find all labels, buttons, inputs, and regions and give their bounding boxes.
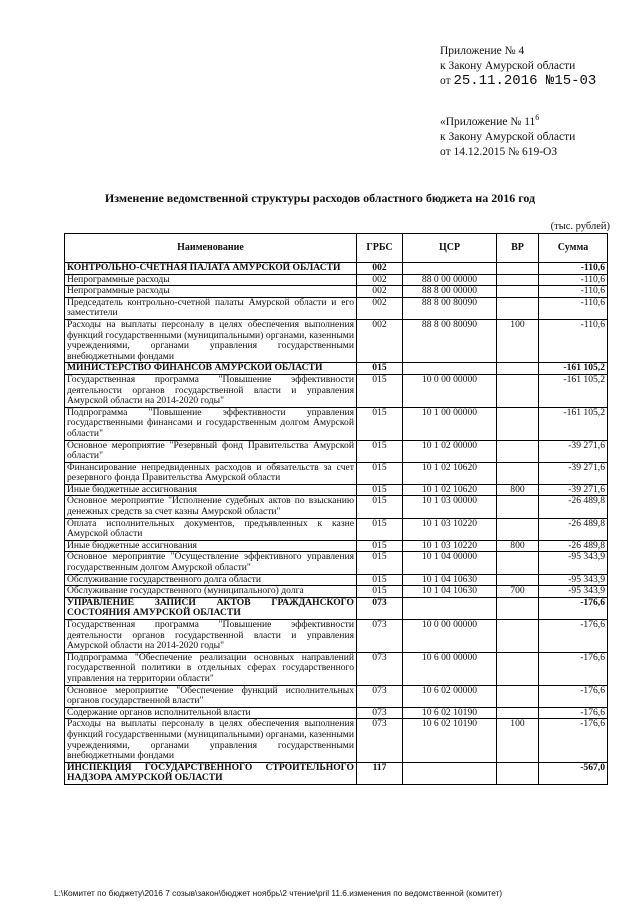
cell-csr: 88 8 00 80090 bbox=[403, 297, 497, 319]
cell-name: Государственная программа "Повышение эффективности деятельности органов государственной власти и управления Амурской области на 2014-2020 годы" bbox=[65, 374, 357, 407]
cell-name: Иные бюджетные ассигнования bbox=[65, 540, 357, 552]
cell-grbs: 002 bbox=[357, 319, 403, 362]
cell-name: Основное мероприятие "Резервный фонд Правительства Амурской области" bbox=[65, 440, 357, 462]
previous-appendix-header bbox=[440, 110, 575, 160]
cell-sum: -110,6 bbox=[539, 263, 608, 275]
cell-name: Обслуживание государственного долга области bbox=[65, 574, 357, 586]
appendix-header bbox=[440, 44, 596, 89]
cell-csr: 10 6 00 00000 bbox=[403, 652, 497, 685]
cell-sum: -95 343,9 bbox=[539, 586, 608, 598]
cell-grbs: 015 bbox=[357, 484, 403, 496]
cell-name: Иные бюджетные ассигнования bbox=[65, 484, 357, 496]
cell-csr: 88 8 00 80090 bbox=[403, 319, 497, 362]
cell-grbs: 015 bbox=[357, 540, 403, 552]
cell-name: Расходы на выплаты персоналу в целях обеспечения выполнения функций государственными (муниципальными) органами, казенными учреждениями, органами управления государственными внебюджетными фондами bbox=[65, 719, 357, 762]
cell-sum: -26 489,8 bbox=[539, 518, 608, 540]
cell-name: Основное мероприятие "Исполнение судебных актов по взысканию денежных средств за счет казны Амурской области" bbox=[65, 496, 357, 518]
date-prefix: от bbox=[440, 75, 451, 87]
cell-sum: -26 489,8 bbox=[539, 540, 608, 552]
cell-name: Подпрограмма "Обеспечение реализации основных направлений государственной политики в отдельных сферах государственного управления на территории области" bbox=[65, 652, 357, 685]
table-row bbox=[65, 462, 608, 484]
cell-grbs: 002 bbox=[357, 263, 403, 275]
table-row bbox=[65, 374, 608, 407]
table-header-row bbox=[65, 234, 608, 263]
cell-grbs: 015 bbox=[357, 462, 403, 484]
table-row bbox=[65, 363, 608, 375]
table-row bbox=[65, 518, 608, 540]
cell-vr bbox=[497, 597, 539, 619]
cell-vr bbox=[497, 518, 539, 540]
cell-vr bbox=[497, 274, 539, 286]
cell-grbs: 073 bbox=[357, 620, 403, 653]
col-header-sum: Сумма bbox=[539, 234, 608, 263]
cell-name: ИНСПЕКЦИЯ ГОСУДАРСТВЕННОГО СТРОИТЕЛЬНОГО НАДЗОРА АМУРСКОЙ ОБЛАСТИ bbox=[65, 762, 357, 784]
cell-name: Основное мероприятие "Осуществление эффективного управления государственным долгом Амурской области" bbox=[65, 552, 357, 574]
cell-vr: 700 bbox=[497, 586, 539, 598]
cell-name: Расходы на выплаты персоналу в целях обеспечения выполнения функций государственными (муниципальными) органами, казенными учреждениями, органами управления государственными внебюджетными фондами bbox=[65, 319, 357, 362]
cell-vr bbox=[497, 685, 539, 707]
cell-grbs: 002 bbox=[357, 297, 403, 319]
cell-grbs: 015 bbox=[357, 363, 403, 375]
cell-sum: -95 343,9 bbox=[539, 552, 608, 574]
cell-sum: -176,6 bbox=[539, 597, 608, 619]
cell-csr bbox=[403, 363, 497, 375]
cell-vr bbox=[497, 552, 539, 574]
table-row bbox=[65, 286, 608, 298]
appendix-number: Приложение № 4 bbox=[440, 45, 525, 57]
table-row bbox=[65, 496, 608, 518]
cell-csr: 10 6 02 10190 bbox=[403, 707, 497, 719]
col-header-csr: ЦСР bbox=[403, 234, 497, 263]
cell-csr: 10 1 02 00000 bbox=[403, 440, 497, 462]
cell-csr: 10 1 03 10220 bbox=[403, 518, 497, 540]
cell-sum: -176,6 bbox=[539, 685, 608, 707]
cell-grbs: 002 bbox=[357, 274, 403, 286]
prev-appendix-sup: 6 bbox=[535, 113, 540, 122]
cell-name: Подпрограмма "Повышение эффективности управления государственными финансами и государственным долгом Амурской области" bbox=[65, 407, 357, 440]
cell-grbs: 015 bbox=[357, 374, 403, 407]
cell-sum: -161 105,2 bbox=[539, 374, 608, 407]
cell-sum: -39 271,6 bbox=[539, 484, 608, 496]
cell-sum: -176,6 bbox=[539, 719, 608, 762]
table-row bbox=[65, 586, 608, 598]
cell-csr bbox=[403, 762, 497, 784]
table-row bbox=[65, 297, 608, 319]
cell-sum: -110,6 bbox=[539, 319, 608, 362]
cell-name: Непрограммные расходы bbox=[65, 286, 357, 298]
cell-csr: 88 0 00 00000 bbox=[403, 274, 497, 286]
cell-name: Обслуживание государственного (муниципального) долга bbox=[65, 586, 357, 598]
cell-sum: -161 105,2 bbox=[539, 363, 608, 375]
table-row bbox=[65, 263, 608, 275]
cell-name: Основное мероприятие "Обеспечение функций исполнительных органов государственной власти" bbox=[65, 685, 357, 707]
appendix-date bbox=[440, 74, 596, 89]
prev-appendix-law: к Закону Амурской области bbox=[440, 130, 576, 143]
cell-grbs: 015 bbox=[357, 407, 403, 440]
expenses-table bbox=[64, 233, 608, 785]
table-row bbox=[65, 552, 608, 574]
cell-vr bbox=[497, 286, 539, 298]
cell-csr: 10 1 00 00000 bbox=[403, 407, 497, 440]
cell-vr bbox=[497, 620, 539, 653]
cell-vr bbox=[497, 462, 539, 484]
prev-appendix-date: от 14.12.2015 № 619-ОЗ bbox=[440, 145, 558, 158]
cell-grbs: 015 bbox=[357, 552, 403, 574]
cell-csr bbox=[403, 597, 497, 619]
cell-vr bbox=[497, 263, 539, 275]
cell-vr bbox=[497, 374, 539, 407]
cell-sum: -95 343,9 bbox=[539, 574, 608, 586]
cell-grbs: 073 bbox=[357, 685, 403, 707]
cell-vr bbox=[497, 297, 539, 319]
cell-sum: -176,6 bbox=[539, 707, 608, 719]
cell-name: МИНИСТЕРСТВО ФИНАНСОВ АМУРСКОЙ ОБЛАСТИ bbox=[65, 363, 357, 375]
cell-grbs: 015 bbox=[357, 518, 403, 540]
cell-grbs: 117 bbox=[357, 762, 403, 784]
cell-vr bbox=[497, 652, 539, 685]
cell-sum: -567,0 bbox=[539, 762, 608, 784]
cell-sum: -176,6 bbox=[539, 652, 608, 685]
cell-sum: -110,6 bbox=[539, 286, 608, 298]
cell-vr bbox=[497, 440, 539, 462]
table-row bbox=[65, 762, 608, 784]
cell-grbs: 002 bbox=[357, 286, 403, 298]
date-value: 25.11.2016 №15-03 bbox=[453, 73, 597, 89]
cell-name: Председатель контрольно-счетной палаты Амурской области и его заместители bbox=[65, 297, 357, 319]
cell-grbs: 015 bbox=[357, 574, 403, 586]
file-path-footer: L:\Комитет по бюджету\2016 7 созыв\закон\бюджет ноябрь\2 чтение\pril 11.6.изменения по ведомственной (комитет) bbox=[54, 888, 503, 898]
cell-csr: 10 6 02 00000 bbox=[403, 685, 497, 707]
cell-name: Государственная программа "Повышение эффективности деятельности органов государственной власти и управления Амурской области на 2014-2020 годы" bbox=[65, 620, 357, 653]
cell-csr: 10 0 00 00000 bbox=[403, 620, 497, 653]
cell-grbs: 015 bbox=[357, 496, 403, 518]
table-row bbox=[65, 620, 608, 653]
table-row bbox=[65, 685, 608, 707]
prev-appendix-number bbox=[440, 110, 575, 130]
col-header-grbs: ГРБС bbox=[357, 234, 403, 263]
cell-sum: -26 489,8 bbox=[539, 496, 608, 518]
cell-vr bbox=[497, 407, 539, 440]
table-row bbox=[65, 484, 608, 496]
table-row bbox=[65, 707, 608, 719]
cell-vr: 100 bbox=[497, 719, 539, 762]
cell-name: УПРАВЛЕНИЕ ЗАПИСИ АКТОВ ГРАЖДАНСКОГО СОСТОЯНИЯ АМУРСКОЙ ОБЛАСТИ bbox=[65, 597, 357, 619]
cell-sum: -39 271,6 bbox=[539, 462, 608, 484]
table-body bbox=[65, 263, 608, 785]
col-header-name: Наименование bbox=[65, 234, 357, 263]
cell-csr: 88 8 00 00000 bbox=[403, 286, 497, 298]
cell-grbs: 015 bbox=[357, 586, 403, 598]
cell-vr bbox=[497, 363, 539, 375]
cell-name: Оплата исполнительных документов, предъявленных к казне Амурской области bbox=[65, 518, 357, 540]
cell-name: КОНТРОЛЬНО-СЧЕТНАЯ ПАЛАТА АМУРСКОЙ ОБЛАСТИ bbox=[65, 263, 357, 275]
page-title: Изменение ведомственной структуры расходов областного бюджета на 2016 год bbox=[104, 191, 536, 205]
cell-grbs: 073 bbox=[357, 597, 403, 619]
cell-csr: 10 1 04 00000 bbox=[403, 552, 497, 574]
table-row bbox=[65, 319, 608, 362]
table-row bbox=[65, 574, 608, 586]
table-row bbox=[65, 407, 608, 440]
units-label: (тыс. рублей) bbox=[550, 221, 610, 232]
cell-sum: -39 271,6 bbox=[539, 440, 608, 462]
col-header-vr: ВР bbox=[497, 234, 539, 263]
cell-grbs: 073 bbox=[357, 707, 403, 719]
appendix-law: к Закону Амурской области bbox=[440, 60, 576, 72]
cell-csr: 10 0 00 00000 bbox=[403, 374, 497, 407]
table-row bbox=[65, 540, 608, 552]
cell-csr: 10 1 02 10620 bbox=[403, 462, 497, 484]
cell-sum: -110,6 bbox=[539, 297, 608, 319]
cell-vr: 100 bbox=[497, 319, 539, 362]
cell-csr: 10 6 02 10190 bbox=[403, 719, 497, 762]
cell-vr bbox=[497, 707, 539, 719]
cell-csr: 10 1 03 10220 bbox=[403, 540, 497, 552]
table-row bbox=[65, 440, 608, 462]
table-row bbox=[65, 274, 608, 286]
cell-vr bbox=[497, 496, 539, 518]
table-row bbox=[65, 719, 608, 762]
table-row bbox=[65, 652, 608, 685]
cell-vr: 800 bbox=[497, 540, 539, 552]
cell-sum: -110,6 bbox=[539, 274, 608, 286]
cell-vr bbox=[497, 762, 539, 784]
cell-sum: -176,6 bbox=[539, 620, 608, 653]
cell-csr: 10 1 03 00000 bbox=[403, 496, 497, 518]
prev-appendix-label: «Приложение № 11 bbox=[440, 115, 536, 128]
cell-csr bbox=[403, 263, 497, 275]
cell-vr: 800 bbox=[497, 484, 539, 496]
cell-csr: 10 1 04 10630 bbox=[403, 574, 497, 586]
cell-grbs: 073 bbox=[357, 652, 403, 685]
table-row bbox=[65, 597, 608, 619]
cell-name: Непрограммные расходы bbox=[65, 274, 357, 286]
cell-sum: -161 105,2 bbox=[539, 407, 608, 440]
cell-csr: 10 1 04 10630 bbox=[403, 586, 497, 598]
cell-grbs: 073 bbox=[357, 719, 403, 762]
cell-name: Финансирование непредвиденных расходов и обязательств за счет резервного фонда Правительства Амурской области bbox=[65, 462, 357, 484]
cell-grbs: 015 bbox=[357, 440, 403, 462]
cell-vr bbox=[497, 574, 539, 586]
cell-name: Содержание органов исполнительной власти bbox=[65, 707, 357, 719]
cell-csr: 10 1 02 10620 bbox=[403, 484, 497, 496]
